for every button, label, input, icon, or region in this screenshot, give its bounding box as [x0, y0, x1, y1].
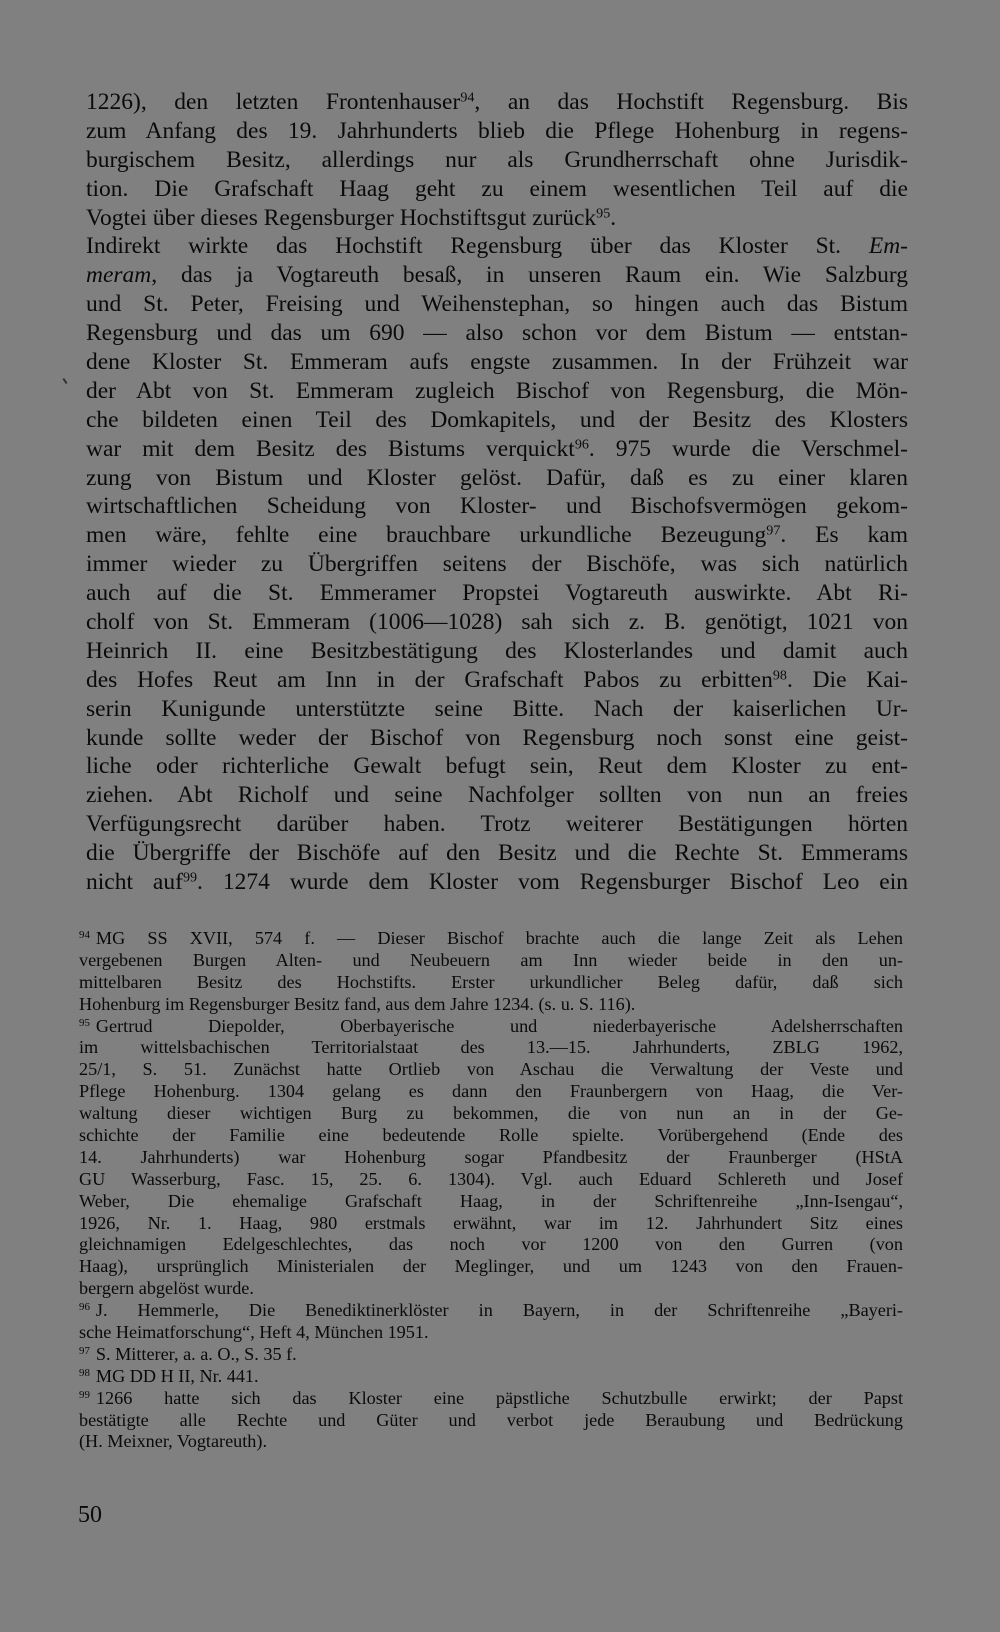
footnote-number: 98 [79, 1366, 90, 1379]
footnote-line [79, 1081, 903, 1103]
body-line [86, 492, 908, 521]
line-text: zum Anfang des 19. Jahrhunderts blieb die Pflege Hohenburg in regens- [86, 117, 908, 144]
body-line [86, 204, 908, 233]
line-text: . Es kam [780, 522, 908, 549]
body-line [86, 781, 908, 810]
body-line [86, 146, 908, 175]
line-text: die Übergriffe der Bischöfe auf den Besitz und die Rechte St. Emmerams [86, 840, 908, 867]
footnote-number: 99 [79, 1388, 90, 1401]
footnote-ref: 95 [596, 204, 611, 221]
footnote-text: bergern abgelöst wurde. [79, 1278, 254, 1299]
line-text: Regensburg und das um 690 — also schon vor dem Bistum — entstan- [86, 320, 908, 347]
footnote-line [79, 1103, 903, 1125]
line-text: des Hofes Reut am Inn in der Grafschaft Pabos zu erbitten [86, 666, 773, 693]
footnote-line [79, 1300, 903, 1322]
footnote-line [79, 972, 903, 994]
body-line [86, 175, 908, 204]
body-line [86, 608, 908, 637]
footnote-line [79, 1344, 903, 1366]
line-text: , an das Hochstift Regensburg. Bis [474, 89, 908, 115]
body-line [86, 406, 908, 435]
footnote-line [79, 1125, 903, 1147]
footnote-text: 1266 hatte sich das Kloster eine päpstliche Schutzbulle erwirkt; der Papst [95, 1387, 903, 1408]
footnote-text: GU Wasserburg, Fasc. 15, 25. 6. 1304). Vgl. auch Eduard Schlereth und Josef [79, 1168, 903, 1189]
footnotes [79, 928, 903, 1453]
footnote-text: 1926, Nr. 1. Haag, 980 erstmals erwähnt, war im 12. Jahrhundert Sitz eines [79, 1212, 903, 1233]
body-line [86, 752, 908, 781]
line-text: 1226), den letzten Frontenhauser [86, 89, 461, 115]
footnote-text: Pflege Hohenburg. 1304 gelang es dann den Fraunbergern von Haag, die Ver- [79, 1081, 903, 1102]
body-line [86, 348, 908, 377]
body-line [86, 464, 908, 493]
footnote-text: im wittelsbachischen Territorialstaat des 13.—15. Jahrhunderts, ZBLG 1962, [79, 1037, 903, 1058]
footnote-ref: 94 [460, 89, 475, 106]
body-line [86, 290, 908, 319]
footnote-line [79, 1388, 903, 1410]
footnote-text: vergebenen Burgen Alten- und Neubeuern am Inn wieder beide in den un- [79, 949, 903, 970]
body-line [86, 666, 908, 695]
footnote-line [79, 1016, 903, 1038]
footnote-text: Hohenburg im Regensburger Besitz fand, aus dem Jahre 1234. (s. u. S. 116). [79, 993, 636, 1014]
line-text: cholf von St. Emmeram (1006—1028) sah sich z. B. genötigt, 1021 von [86, 609, 908, 636]
line-text: . 1274 wurde dem Kloster vom Regensburger Bischof Leo ein [197, 869, 908, 896]
footnote-ref: 99 [182, 869, 198, 886]
body-line [86, 435, 908, 464]
footnote-text: schichte der Familie eine bedeutende Rolle spielte. Vorübergehend (Ende des [79, 1125, 903, 1146]
italic-text: Em- [868, 233, 908, 260]
footnote-line [79, 928, 903, 950]
body-line [86, 637, 908, 666]
italic-text: meram [86, 262, 152, 289]
line-text: men wäre, fehlte eine brauchbare urkundliche Bezeugung [86, 522, 767, 549]
line-text: wirtschaftlichen Scheidung von Kloster- und Bischofsvermögen gekom- [86, 493, 908, 520]
line-text: war mit dem Besitz des Bistums verquickt [86, 435, 575, 462]
footnote-text: S. Mitterer, a. a. O., S. 35 f. [95, 1343, 297, 1364]
footnote-ref: 98 [772, 667, 787, 684]
line-text: serin Kunigunde unterstützte seine Bitte. Nach der kaiserlichen Ur- [86, 695, 908, 722]
footnote-line [79, 1431, 903, 1453]
line-text: liche oder richterliche Gewalt befugt sein, Reut dem Kloster zu ent- [86, 753, 908, 780]
line-text: Verfügungsrecht darüber haben. Trotz weiterer Bestätigungen hörten [86, 811, 908, 838]
line-text: auch auf die St. Emmeramer Propstei Vogtareuth auswirkte. Abt Ri- [86, 580, 908, 607]
line-text: , das ja Vogtareuth besaß, in unseren Raum ein. Wie Salzburg [151, 262, 908, 289]
footnote-text: mittelbaren Besitz des Hochstifts. Erster urkundlicher Beleg dafür, daß sich [79, 971, 903, 992]
footnote-text: Weber, Die ehemalige Grafschaft Haag, in der Schriftenreihe „Inn-Isengau“, [79, 1190, 903, 1211]
footnote-line [79, 1278, 903, 1300]
line-text: . 975 wurde die Verschmel- [588, 435, 908, 462]
line-text: . [610, 204, 617, 231]
footnote-number: 96 [79, 1301, 90, 1314]
footnote-text: 25/1, S. 51. Zunächst hatte Ortlieb von Aschau die Verwaltung der Veste und [79, 1059, 903, 1080]
body-line [86, 579, 908, 608]
footnote-text: sche Heimatforschung“, Heft 4, München 1951. [79, 1322, 429, 1343]
footnote-text: J. Hemmerle, Die Benediktinerklöster in Bayern, in der Schriftenreihe „Bayeri- [95, 1300, 903, 1321]
line-text: kunde sollte weder der Bischof von Regensburg noch sonst eine geist- [86, 724, 908, 751]
body-line [86, 550, 908, 579]
footnote-line [79, 1234, 903, 1256]
line-text: burgischem Besitz, allerdings nur als Grundherrschaft ohne Jurisdik- [86, 146, 908, 173]
footnote-line [79, 950, 903, 972]
line-text: . Die Kai- [786, 666, 908, 693]
footnote-number: 97 [79, 1344, 90, 1357]
line-text: Vogtei über dieses Regensburger Hochstiftsgut zurück [86, 204, 597, 231]
footnote-number: 95 [79, 1016, 90, 1029]
line-text: ziehen. Abt Richolf und seine Nachfolger sollten von nun an freies [86, 782, 908, 809]
footnote-line [79, 1191, 903, 1213]
footnote-line [79, 1147, 903, 1169]
body-line [86, 261, 908, 290]
line-text: und St. Peter, Freising und Weihenstephan, so hingen auch das Bistum [86, 291, 908, 318]
footnote-text: Gertrud Diepolder, Oberbayerische und niederbayerische Adelsherrschaften [95, 1015, 903, 1036]
footnote-line [79, 1059, 903, 1081]
footnote-line [79, 1037, 903, 1059]
body-line [86, 724, 908, 753]
line-text: dene Kloster St. Emmeram aufs engste zusammen. In der Frühzeit war [86, 349, 908, 376]
line-text: nicht auf [86, 869, 183, 896]
body-line [86, 377, 908, 406]
footnote-text: 14. Jahrhunderts) war Hohenburg sogar Pfandbesitz der Fraunberger (HStA [79, 1146, 903, 1167]
body-line [86, 868, 908, 897]
line-text: der Abt von St. Emmeram zugleich Bischof von Regensburg, die Mön- [86, 377, 908, 404]
footnote-line [79, 1256, 903, 1278]
footnote-line [79, 1213, 903, 1235]
stray-mark [62, 378, 67, 384]
footnote-line [79, 994, 903, 1016]
footnote-number: 94 [79, 929, 90, 941]
line-text: immer wieder zu Übergriffen seitens der Bischöfe, was sich natürlich [86, 551, 908, 578]
page-number: 50 [78, 1502, 102, 1528]
footnote-text: bestätigte alle Rechte und Güter und verbot jede Beraubung und Bedrückung [79, 1409, 903, 1430]
footnote-line [79, 1169, 903, 1191]
line-text: che bildeten einen Teil des Domkapitels, und der Besitz des Klosters [86, 406, 908, 433]
body-line [86, 810, 908, 839]
footnote-ref: 97 [766, 522, 781, 539]
footnote-text: Haag), ursprünglich Ministerialen der Meglinger, und um 1243 von den Frauen- [79, 1256, 903, 1277]
line-text: Heinrich II. eine Besitzbestätigung des Klosterlandes und damit auch [86, 637, 908, 664]
line-text: tion. Die Grafschaft Haag geht zu einem wesentlichen Teil auf die [86, 175, 908, 202]
footnote-text: MG DD H II, Nr. 441. [95, 1365, 259, 1386]
footnote-text: MG SS XVII, 574 f. — Dieser Bischof brachte auch die lange Zeit als Lehen [95, 928, 903, 948]
line-text: zung von Bistum und Kloster gelöst. Dafür, daß es zu einer klaren [86, 464, 908, 491]
footnote-ref: 96 [574, 435, 589, 452]
body-line [86, 88, 908, 117]
body-line [86, 319, 908, 348]
body-line [86, 839, 908, 868]
body-line [86, 521, 908, 550]
body-line [86, 695, 908, 724]
footnote-line [79, 1366, 903, 1388]
body-line [86, 232, 908, 261]
body-line [86, 117, 908, 146]
footnote-text: (H. Meixner, Vogtareuth). [79, 1431, 268, 1452]
footnote-line [79, 1322, 903, 1344]
footnote-text: waltung dieser wichtigen Burg zu bekommen, die von nun an in der Ge- [79, 1103, 903, 1124]
footnote-text: gleichnamigen Edelgeschlechtes, das noch vor 1200 von den Gurren (von [79, 1234, 903, 1255]
line-text: Indirekt wirkte das Hochstift Regensburg über das Kloster St. [86, 233, 869, 260]
footnote-line [79, 1410, 903, 1432]
body-text [86, 88, 908, 897]
